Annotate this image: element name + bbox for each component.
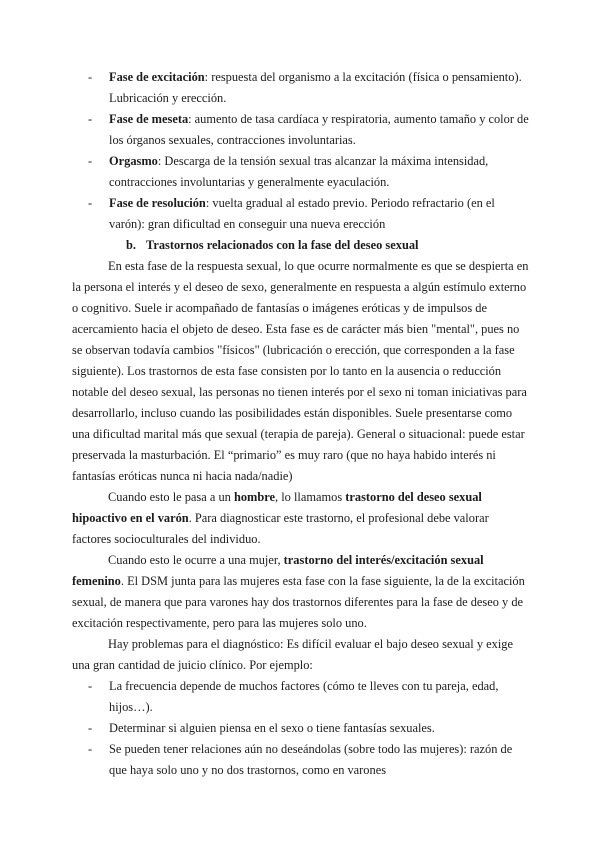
phase-description: : aumento de tasa cardíaca y respiratoria, aumento tamaño y color de los órganos sexuales, contracciones involuntarias. xyxy=(109,112,529,147)
document-body xyxy=(72,67,530,781)
disorder-name: trastorno del deseo sexual hipoactivo en el varón xyxy=(72,490,482,525)
phase-description: : Descarga de la tensión sexual tras alcanzar la máxima intensidad, contracciones involuntarias y generalmente eyaculación. xyxy=(109,154,489,189)
problem-text: Se pueden tener relaciones aún no deseándolas (sobre todo las mujeres): razón de que haya solo uno y no dos trastornos, como en varones xyxy=(109,742,513,777)
phase-term: Orgasmo xyxy=(109,154,158,168)
section-heading xyxy=(72,235,530,256)
text-run: . Para diagnosticar este trastorno, el profesional debe valorar factores socioculturales del individuo. xyxy=(72,511,489,546)
disorder-name: trastorno del interés/excitación sexual femenino xyxy=(72,553,484,588)
phase-term: Fase de meseta xyxy=(109,112,189,126)
list-dash: - xyxy=(88,70,93,84)
text-run: Cuando esto le ocurre a una mujer, xyxy=(108,553,284,567)
list-dash: - xyxy=(88,154,93,168)
paragraph-diagnosis-problems: Hay problemas para el diagnóstico: Es difícil evaluar el bajo deseo sexual y exige una gran cantidad de juicio clínico. Por ejemplo: xyxy=(72,637,513,672)
paragraph-female-disorder xyxy=(72,550,530,634)
phase-description: : vuelta gradual al estado previo. Periodo refractario (en el varón): gran dificultad en conseguir una nueva erección xyxy=(109,196,495,231)
text-run: . El DSM junta para las mujeres esta fase con la fase siguiente, la de la excitación sexual, de manera que para varones hay dos trastornos diferentes para la fase de deseo y de excitación respectivamente, pero para las mujeres solo uno. xyxy=(72,574,525,630)
text-run: , lo llamamos xyxy=(275,490,346,504)
bold-run: hombre xyxy=(233,490,276,504)
problem-list xyxy=(72,676,530,781)
list-dash: - xyxy=(88,679,93,693)
list-item xyxy=(72,676,530,718)
list-item xyxy=(72,67,530,109)
list-dash: - xyxy=(88,721,93,735)
text-run: Cuando esto le pasa a un xyxy=(108,490,234,504)
list-item xyxy=(72,151,530,193)
section-number: b. xyxy=(126,238,136,252)
list-dash: - xyxy=(88,742,93,756)
problem-text: La frecuencia depende de muchos factores (cómo te lleves con tu pareja, edad, hijos…). xyxy=(109,679,499,714)
problem-text: Determinar si alguien piensa en el sexo o tiene fantasías sexuales. xyxy=(109,721,435,735)
list-dash: - xyxy=(88,112,93,126)
phase-description: : respuesta del organismo a la excitación (física o pensamiento). Lubricación y erección. xyxy=(109,70,522,105)
list-item xyxy=(72,109,530,151)
paragraph-male-disorder xyxy=(72,487,530,550)
phase-term: Fase de resolución xyxy=(109,196,206,210)
list-dash: - xyxy=(88,196,93,210)
list-item xyxy=(72,193,530,235)
phase-list xyxy=(72,67,530,235)
section-title: Trastornos relacionados con la fase del deseo sexual xyxy=(146,238,419,252)
phase-term: Fase de excitación xyxy=(109,70,205,84)
list-item xyxy=(72,739,530,781)
paragraph-desire-phase: En esta fase de la respuesta sexual, lo que ocurre normalmente es que se despierta en la persona el interés y el deseo de sexo, generalmente en respuesta a algún estímulo externo o cognitivo. Suele ir acompañado de fantasías o imágenes eróticas y de impulsos de acercamiento hacia el objeto de deseo. Esta fase es de carácter más bien "mental", pues no se observan todavía cambios "físicos" (lubricación o erección, que corresponden a la fase siguiente). Los trastornos de esta fase consisten por lo tanto en la ausencia o reducción notable del deseo sexual, las personas no tienen interés por el sexo ni toman iniciativas para desarrollarlo, incluso cuando las posibilidades están disponibles. Suele presentarse como una dificultad marital más que sexual (terapia de pareja). General o situacional: puede estar preservada la masturbación. El “primario” es muy raro (que no haya habido interés ni fantasías eróticas nunca ni hacia nada/nadie) xyxy=(72,259,529,483)
list-item xyxy=(72,718,530,739)
